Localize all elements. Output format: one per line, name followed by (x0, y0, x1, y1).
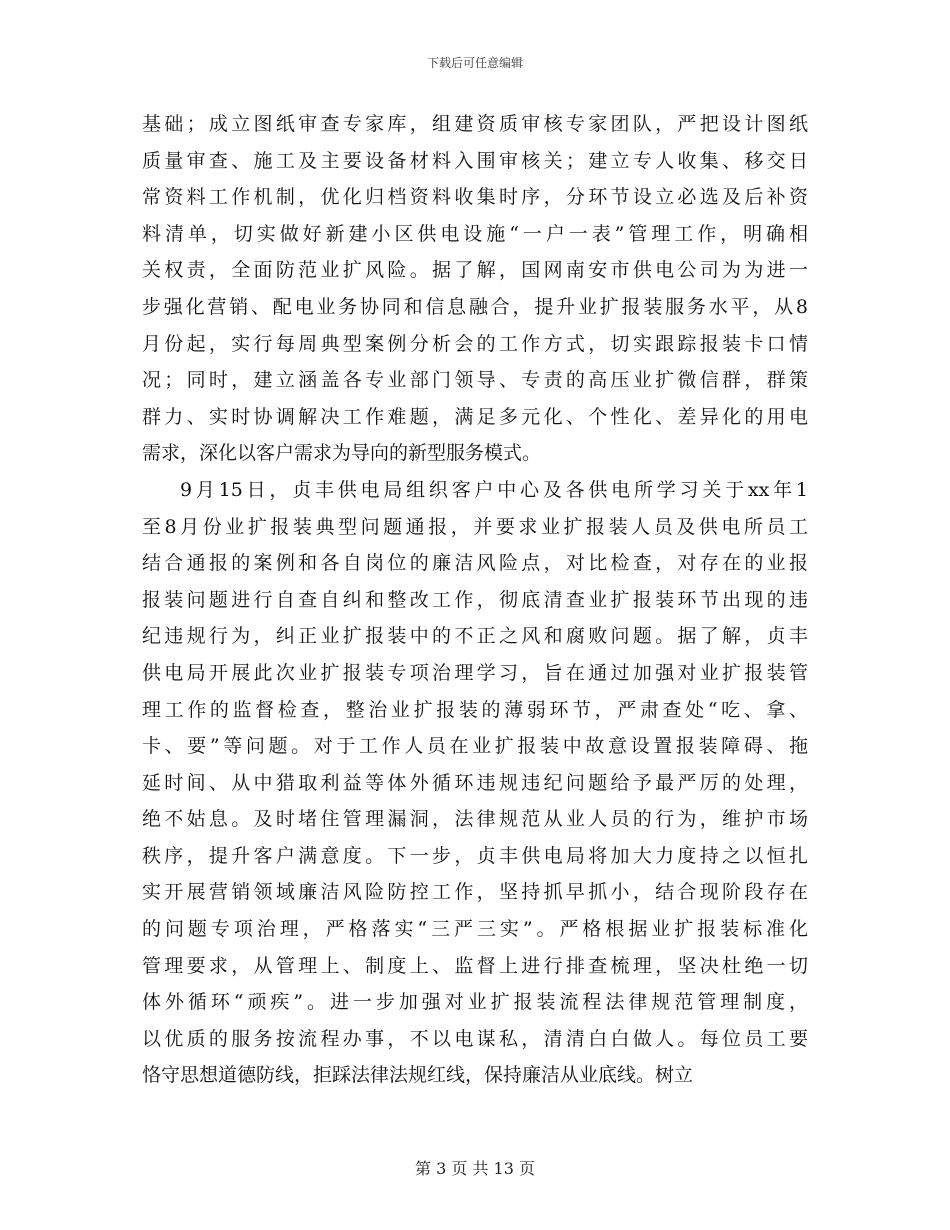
text-line: 供电局开展此次业扩报装专项治理学习，旨在通过加强对业扩报装管 (142, 661, 808, 684)
text-line: 况；同时，建立涵盖各专业部门领导、专责的高压业扩微信群，群策 (142, 369, 808, 392)
text-line: 恪守思想道德防线，拒踩法律法规红线，保持廉洁从业底线。树立 (142, 1064, 694, 1087)
text-line: 卡、要”等问题。对于工作人员在业扩报装中故意设置报装障碍、拖 (142, 735, 808, 758)
text-line: 料清单，切实做好新建小区供电设施“一户一表”管理工作，明确相 (142, 222, 808, 245)
text-line: 步强化营销、配电业务协同和信息融合，提升业扩报装服务水平，从8 (142, 295, 808, 318)
text-line: 延时间、从中猎取利益等体外循环违规违纪问题给予最严厉的处理， (142, 771, 808, 794)
text-line: 纪违规行为，纠正业扩报装中的不正之风和腐败问题。据了解，贞丰 (142, 625, 808, 648)
text-line: 体外循环“顽疾”。进一步加强对业扩报装流程法律规范管理制度， (142, 991, 808, 1014)
text-line: 管理要求，从管理上、制度上、监督上进行排查梳理，坚决杜绝一切 (142, 954, 808, 977)
text-line: 实开展营销领域廉洁风险防控工作，坚持抓早抓小，结合现阶段存在 (142, 881, 808, 904)
text-line: 理工作的监督检查，整治业扩报装的薄弱环节，严肃查处“吃、拿、 (142, 698, 808, 721)
text-line: 结合通报的案例和各自岗位的廉洁风险点，对比检查，对存在的业报 (142, 552, 808, 575)
text-line: 绝不姑息。及时堵住管理漏洞，法律规范从业人员的行为，维护市场 (142, 808, 808, 831)
text-line: 关权责，全面防范业扩风险。据了解，国网南安市供电公司为为进一 (142, 259, 808, 282)
text-line: 群力、实时协调解决工作难题，满足多元化、个性化、差异化的用电 (142, 405, 808, 428)
text-line: 需求，深化以客户需求为导向的新型服务模式。 (142, 442, 542, 465)
text-line: 月份起，实行每周典型案例分析会的工作方式，切实跟踪报装卡口情 (142, 332, 808, 355)
paragraph-first-line: 9月15日，贞丰供电局组织客户中心及各供电所学习关于xx年1 (180, 478, 808, 501)
text-line: 报装问题进行自查自纠和整改工作，彻底清查业扩报装环节出现的违 (142, 588, 808, 611)
page-header: 下载后可任意编辑 (426, 56, 523, 70)
text-line: 秩序，提升客户满意度。下一步，贞丰供电局将加大力度持之以恒扎 (142, 844, 808, 867)
text-line: 至8月份业扩报装典型问题通报，并要求业扩报装人员及供电所员工 (142, 515, 808, 538)
text-line: 常资料工作机制，优化归档资料收集时序，分环节设立必选及后补资 (142, 186, 808, 209)
text-line: 以优质的服务按流程办事，不以电谋私，清清白白做人。每位员工要 (142, 1027, 808, 1050)
page-number: 第 3 页 共 13 页 (415, 1159, 535, 1178)
text-line: 的问题专项治理，严格落实“三严三实”。严格根据业扩报装标准化 (142, 918, 808, 941)
text-line: 基础；成立图纸审查专家库，组建资质审核专家团队，严把设计图纸 (142, 113, 808, 135)
document-body (142, 106, 808, 1094)
text-line: 质量审查、施工及主要设备材料入围审核关；建立专人收集、移交日 (142, 149, 808, 172)
